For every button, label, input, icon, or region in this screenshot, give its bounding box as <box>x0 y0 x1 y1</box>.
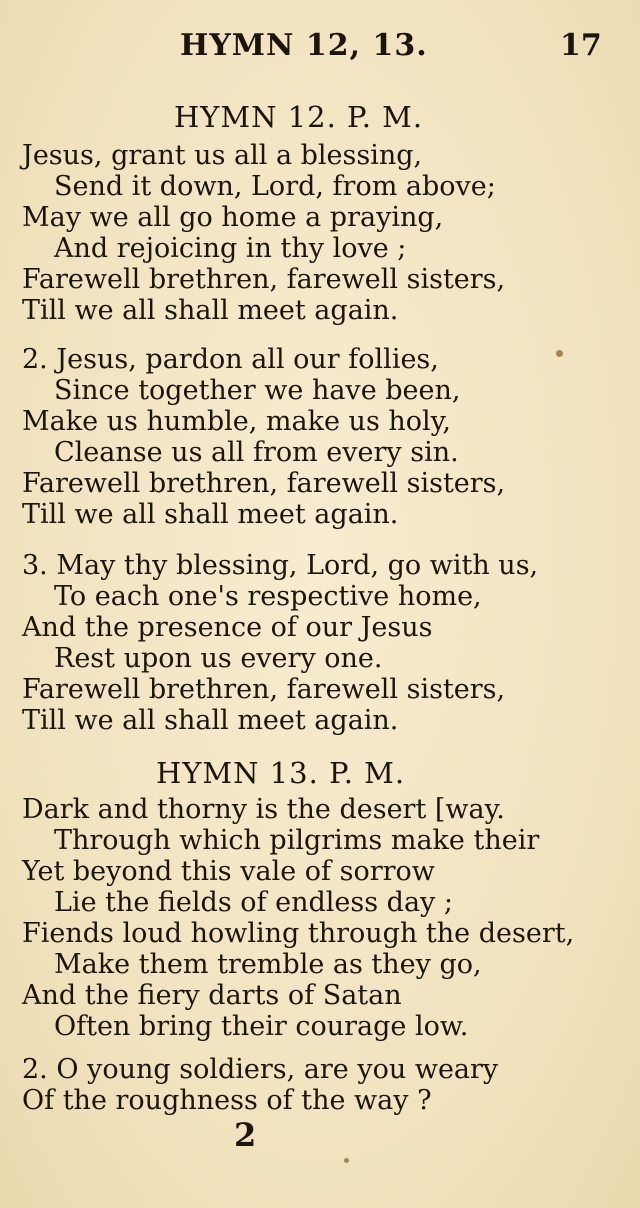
hymn-13-stanza-1 <box>22 794 622 1042</box>
verse-line: And the presence of our Jesus <box>22 612 433 643</box>
hymn-12-stanza-3 <box>22 550 622 736</box>
verse-line: 2. Jesus, pardon all our follies, <box>22 344 439 375</box>
verse-line: Farewell brethren, farewell sisters, <box>22 264 506 295</box>
hymn-13-heading: HYMN 13. P. M. <box>156 756 406 790</box>
verse-line: Rest upon us every one. <box>54 643 383 674</box>
paper-stain <box>556 350 563 357</box>
verse-line: And the fiery darts of Satan <box>22 980 402 1011</box>
verse-line: To each one's respective home, <box>54 581 482 612</box>
verse-line: Till we all shall meet again. <box>22 499 399 530</box>
verse-line: Till we all shall meet again. <box>22 705 399 736</box>
running-head <box>0 28 640 68</box>
verse-line: May we all go home a praying, <box>22 202 444 233</box>
verse-line: Fiends loud howling through the desert, <box>22 918 575 949</box>
running-title: HYMN 12, 13. <box>180 28 428 63</box>
page-number: 17 <box>560 28 602 63</box>
verse-line: Send it down, Lord, from above; <box>54 171 496 202</box>
verse-line: Till we all shall meet again. <box>22 295 399 326</box>
verse-line: 3. May thy blessing, Lord, go with us, <box>22 550 539 581</box>
verse-line: Jesus, grant us all a blessing, <box>22 140 423 171</box>
verse-line: Cleanse us all from every sin. <box>54 437 459 468</box>
verse-line: Through which pilgrims make their <box>54 825 540 856</box>
hymn-13-stanza-2 <box>22 1054 622 1116</box>
verse-line: Of the roughness of the way ? <box>22 1085 432 1116</box>
verse-line: 2. O young soldiers, are you weary <box>22 1054 499 1085</box>
verse-line: Lie the fields of endless day ; <box>54 887 453 918</box>
verse-line: Dark and thorny is the desert [way. <box>22 794 505 825</box>
verse-line: Make us humble, make us holy, <box>22 406 451 437</box>
verse-line: Farewell brethren, farewell sisters, <box>22 468 506 499</box>
hymn-12-heading: HYMN 12. P. M. <box>174 100 424 134</box>
signature-mark: 2 <box>234 1116 257 1154</box>
verse-line: And rejoicing in thy love ; <box>54 233 407 264</box>
hymn-12-stanza-2 <box>22 344 622 530</box>
paper-stain <box>344 1158 349 1163</box>
hymn-12-stanza-1 <box>22 140 622 326</box>
verse-line: Make them tremble as they go, <box>54 949 482 980</box>
verse-line: Often bring their courage low. <box>54 1011 469 1042</box>
verse-line: Since together we have been, <box>54 375 461 406</box>
verse-line: Yet beyond this vale of sorrow <box>22 856 435 887</box>
verse-line: Farewell brethren, farewell sisters, <box>22 674 506 705</box>
